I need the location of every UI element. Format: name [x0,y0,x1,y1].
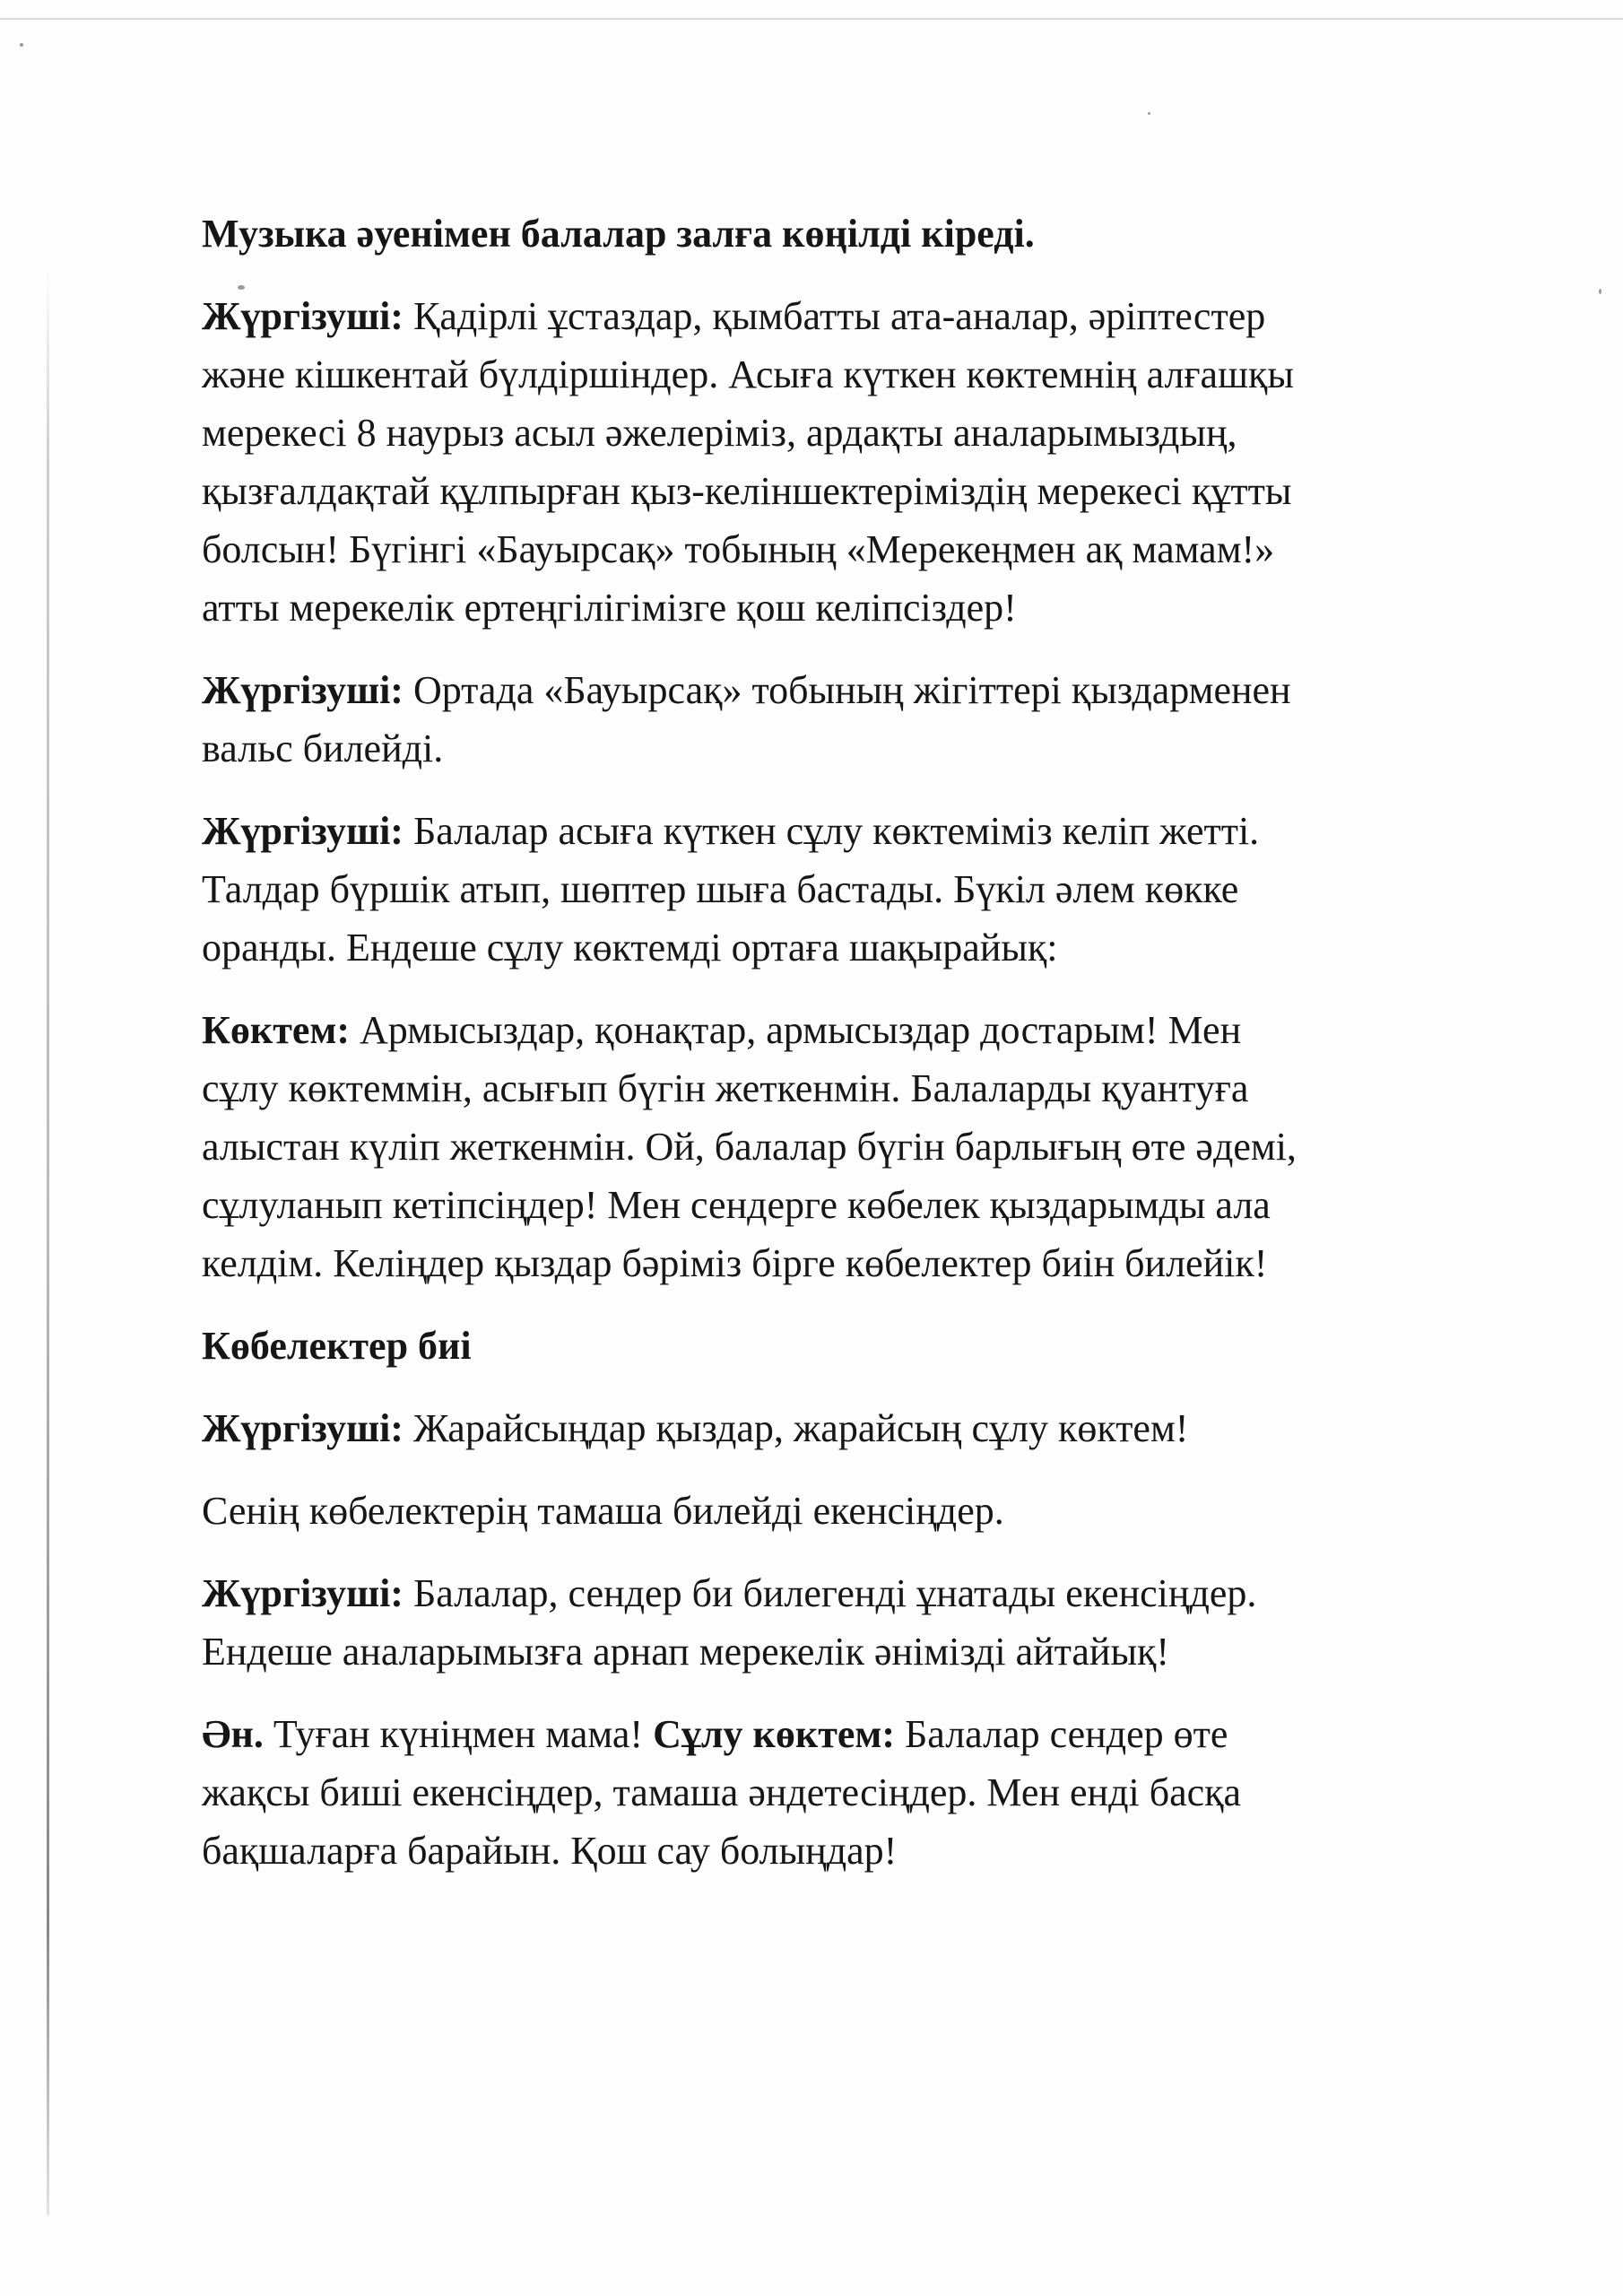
document-heading: Музыка әуенімен балалар залға көңілді кіреді. [202,212,1035,256]
paragraph-1 [202,287,1439,637]
paragraph-line: Қадірлі ұстаздар, қымбатты ата-аналар, әріптестер [412,294,1266,338]
paragraph-line: Ендеше аналарымызға арнап мерекелік әнімізді айтайық! [202,1630,1170,1674]
speaker-label: Көктем: [202,1008,351,1052]
paragraph-line: сұлу көктеммін, асығып бүгін жеткенмін. Балаларды қуантуға [202,1066,1249,1110]
paragraph-line: атты мерекелік ертеңгілігімізге қош келіпсіздер! [202,586,1017,630]
paragraph-line: Армысыздар, қонақтар, армысыздар достарым! Мен [360,1008,1242,1052]
paragraph-line: жақсы биші екенсіңдер, тамаша әндетесіңдер. Мен енді басқа [202,1770,1242,1814]
paragraph-line: болсын! Бүгінгі «Бауырсақ» тобының «Мерекеңмен ақ мамам!» [202,527,1275,571]
paragraph-line: мерекесі 8 наурыз асыл әжелеріміз, ардақты аналарымыздың, [202,411,1237,455]
speaker-label: Жүргізуші: [202,668,404,712]
document-body [202,204,1439,1904]
paragraph-line: келдім. Келіңдер қыздар бәріміз бірге көбелектер биін билейік! [202,1241,1268,1285]
paragraph-7 [202,1482,1439,1540]
scan-top-edge [0,18,1623,20]
paragraph-line: бақшаларға барайын. Қош сау болыңдар! [202,1829,898,1873]
speaker-label: Жүргізуші: [202,1406,404,1450]
speaker-label: Жүргізуші: [202,1571,404,1615]
paragraph-line: Балалар асыға күткен сұлу көктеміміз келіп жетті. [412,809,1260,853]
song-label: Ән. [202,1712,264,1756]
scan-speck [1148,112,1150,115]
paragraph-2 [202,661,1439,778]
speaker-label: Сұлу көктем: [653,1712,896,1756]
paragraph-line: қызғалдақтай құлпырған қыз-келіншектеріміздің мерекесі құтты [202,469,1292,513]
paragraph-9 [202,1705,1439,1880]
paragraph-line: Балалар сендер өте [905,1712,1228,1756]
paragraph-6 [202,1399,1439,1457]
paragraph-line: және кішкентай бүлдіршіндер. Асыға күткен көктемнің алғашқы [202,352,1294,396]
paragraph-line: Жарайсыңдар қыздар, жарайсың сұлу көктем! [412,1406,1189,1450]
section-title: Көбелектер биі [202,1324,472,1368]
scan-left-edge [47,269,49,2215]
paragraph-line: сұлуланып кетіпсіңдер! Мен сендерге көбелек қыздарымды ала [202,1183,1271,1227]
song-title: Туған күніңмен мама! [273,1712,644,1756]
paragraph-line: вальс билейді. [202,726,444,770]
paragraph-line: Балалар, сендер би билегенді ұнатады екенсіңдер. [412,1571,1257,1615]
paragraph-line: оранды. Ендеше сұлу көктемді ортаға шақырайық: [202,926,1058,970]
paragraph-line: Талдар бүршік атып, шөптер шыға бастады. Бүкіл әлем көкке [202,867,1239,911]
speaker-label: Жүргізуші: [202,294,404,338]
paragraph-3 [202,802,1439,977]
paragraph-line: алыстан күліп жеткенмін. Ой, балалар бүгін барлығың өте әдемі, [202,1125,1297,1169]
paragraph-line: Ортада «Бауырсақ» тобының жігіттері қыздарменен [412,668,1291,712]
scan-speck [1599,289,1601,294]
paragraph-line: Сенің көбелектерің тамаша билейді екенсіңдер. [202,1489,1004,1533]
speaker-label: Жүргізуші: [202,809,404,853]
paragraph-8 [202,1564,1439,1681]
paragraph-4 [202,1001,1439,1292]
scan-speck [20,43,23,47]
